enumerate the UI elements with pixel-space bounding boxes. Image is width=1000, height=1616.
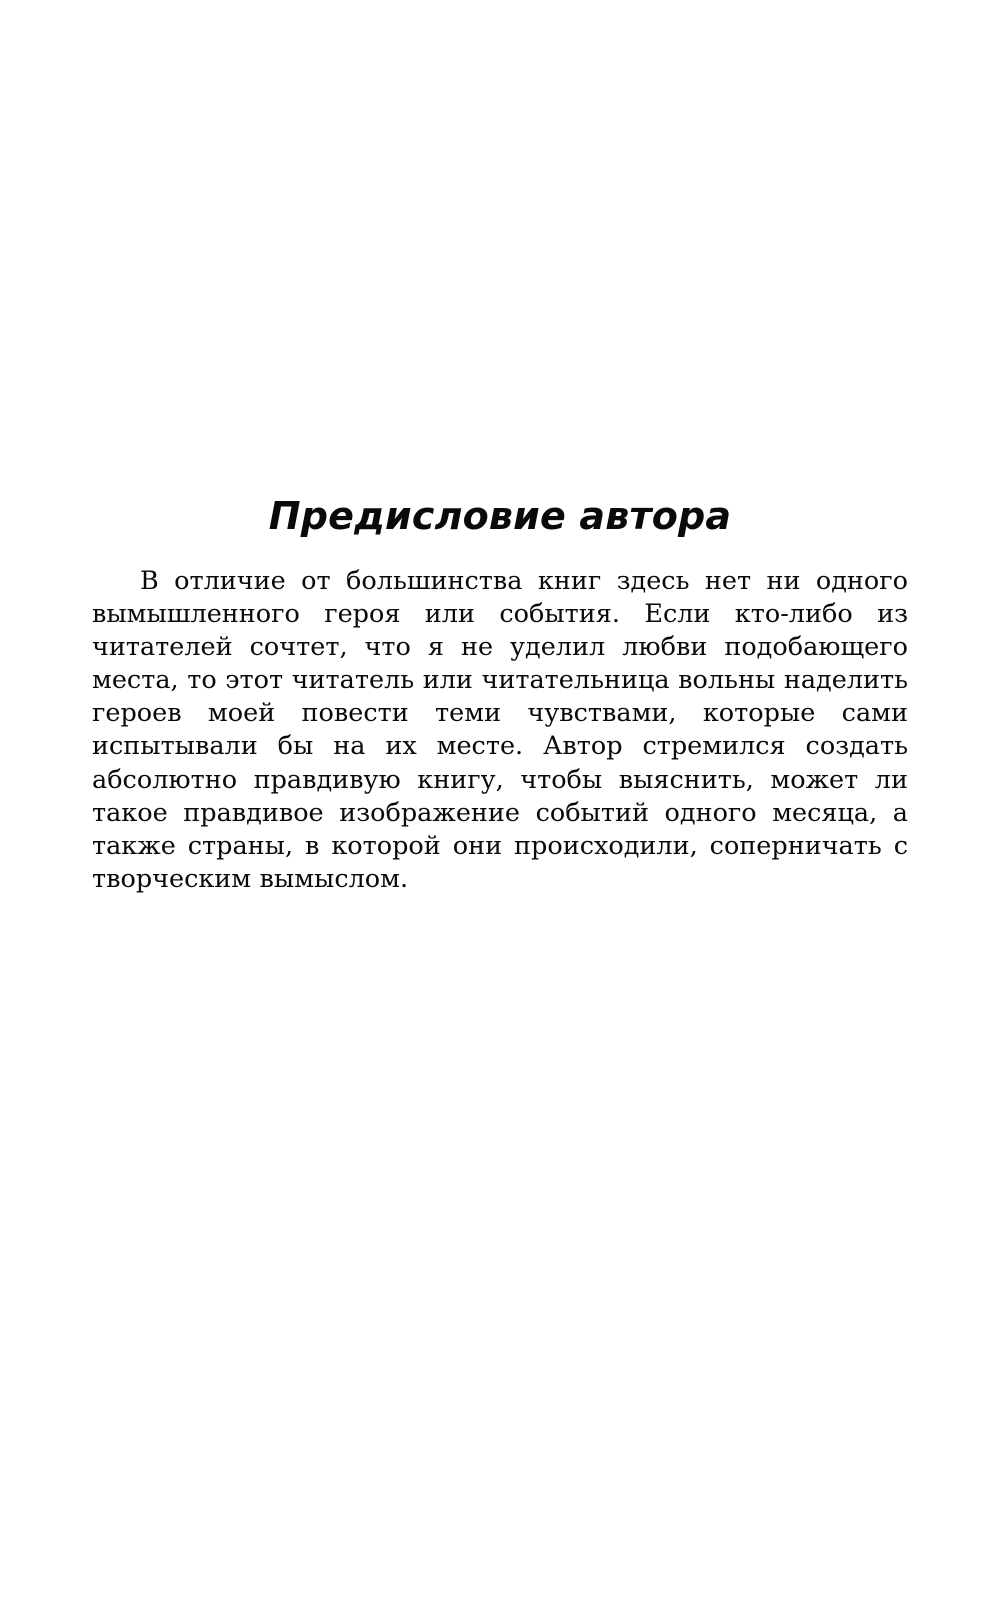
preface-paragraph-text: В отличие от большинства книг здесь нет ни одного вымышленного героя или события. Если кто-либо из читателей сочтет, что я не уделил любви подобающего места, то этот читатель или читательница вольны наделить героев моей повести теми чувствами, которые сами испытывали бы на их месте. Автор стремился создать абсолютно правдивую книгу, чтобы выяснить, может ли такое правдивое изображение событий одного месяца, а также страны, в которой они происходили, соперничать с творческим вымыслом. [92, 565, 908, 894]
page-title: Предисловие автора [268, 494, 732, 538]
preface-block [92, 495, 908, 896]
preface-paragraph [92, 565, 908, 896]
